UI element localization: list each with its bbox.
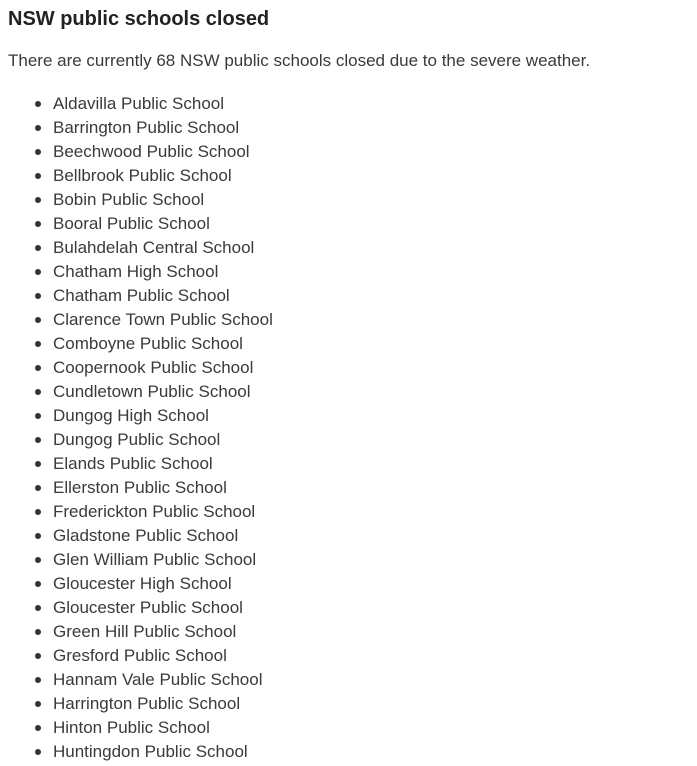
- bullet-icon: [35, 365, 41, 371]
- list-item: [53, 332, 273, 356]
- list-item: [53, 692, 273, 716]
- school-name: Booral Public School: [53, 214, 210, 233]
- list-item: [53, 572, 273, 596]
- school-name: Ellerston Public School: [53, 478, 227, 497]
- bullet-icon: [35, 413, 41, 419]
- school-name: Gloucester Public School: [53, 598, 243, 617]
- school-name: Aldavilla Public School: [53, 94, 225, 113]
- bullet-icon: [35, 725, 41, 731]
- list-item: [53, 596, 273, 620]
- bullet-icon: [35, 437, 41, 443]
- list-item: [53, 404, 273, 428]
- bullet-icon: [35, 605, 41, 611]
- school-name: Coopernook Public School: [53, 358, 254, 377]
- list-item: [53, 380, 273, 404]
- intro-text: There are currently 68 NSW public schools closed due to the severe weather.: [8, 51, 591, 70]
- bullet-icon: [35, 173, 41, 179]
- bullet-icon: [35, 245, 41, 251]
- list-item: [53, 668, 273, 692]
- school-name: Frederickton Public School: [53, 502, 256, 521]
- school-name: Barrington Public School: [53, 118, 240, 137]
- list-item: [53, 308, 273, 332]
- bullet-icon: [35, 701, 41, 707]
- bullet-icon: [35, 557, 41, 563]
- school-name: Bulahdelah Central School: [53, 238, 255, 257]
- school-name: Elands Public School: [53, 454, 213, 473]
- bullet-icon: [35, 581, 41, 587]
- list-item: [53, 188, 273, 212]
- list-item: [53, 284, 273, 308]
- list-item: [53, 356, 273, 380]
- school-name: Dungog Public School: [53, 430, 221, 449]
- bullet-icon: [35, 653, 41, 659]
- bullet-icon: [35, 341, 41, 347]
- list-item: [53, 524, 273, 548]
- bullet-icon: [35, 149, 41, 155]
- bullet-icon: [35, 317, 41, 323]
- school-name: Hinton Public School: [53, 718, 210, 737]
- bullet-icon: [35, 677, 41, 683]
- school-name: Harrington Public School: [53, 694, 241, 713]
- list-item: [53, 236, 273, 260]
- bullet-icon: [35, 197, 41, 203]
- list-item: [53, 620, 273, 644]
- school-name: Bobin Public School: [53, 190, 205, 209]
- school-name: Clarence Town Public School: [53, 310, 273, 329]
- bullet-icon: [35, 485, 41, 491]
- bullet-icon: [35, 509, 41, 515]
- page-title: NSW public schools closed: [8, 8, 270, 30]
- bullet-icon: [35, 461, 41, 467]
- bullet-icon: [35, 389, 41, 395]
- list-item: [53, 260, 273, 284]
- school-name: Chatham Public School: [53, 286, 230, 305]
- list-item: [53, 452, 273, 476]
- list-item: [53, 500, 273, 524]
- list-item: [53, 476, 273, 500]
- bullet-icon: [35, 533, 41, 539]
- school-list: [53, 92, 273, 764]
- school-name: Gladstone Public School: [53, 526, 239, 545]
- school-name: Cundletown Public School: [53, 382, 251, 401]
- bullet-icon: [35, 221, 41, 227]
- school-name: Gloucester High School: [53, 574, 232, 593]
- list-item: [53, 116, 273, 140]
- school-name: Huntingdon Public School: [53, 742, 248, 761]
- list-item: [53, 644, 273, 668]
- school-name: Gresford Public School: [53, 646, 227, 665]
- bullet-icon: [35, 749, 41, 755]
- school-name: Glen William Public School: [53, 550, 257, 569]
- bullet-icon: [35, 629, 41, 635]
- list-item: [53, 716, 273, 740]
- bullet-icon: [35, 125, 41, 131]
- school-name: Hannam Vale Public School: [53, 670, 263, 689]
- school-name: Dungog High School: [53, 406, 209, 425]
- school-name: Green Hill Public School: [53, 622, 237, 641]
- list-item: [53, 92, 273, 116]
- list-item: [53, 428, 273, 452]
- list-item: [53, 548, 273, 572]
- list-item: [53, 740, 273, 764]
- school-name: Beechwood Public School: [53, 142, 250, 161]
- list-item: [53, 212, 273, 236]
- bullet-icon: [35, 269, 41, 275]
- list-item: [53, 140, 273, 164]
- school-name: Chatham High School: [53, 262, 219, 281]
- bullet-icon: [35, 101, 41, 107]
- list-item: [53, 164, 273, 188]
- school-name: Comboyne Public School: [53, 334, 243, 353]
- school-name: Bellbrook Public School: [53, 166, 232, 185]
- bullet-icon: [35, 293, 41, 299]
